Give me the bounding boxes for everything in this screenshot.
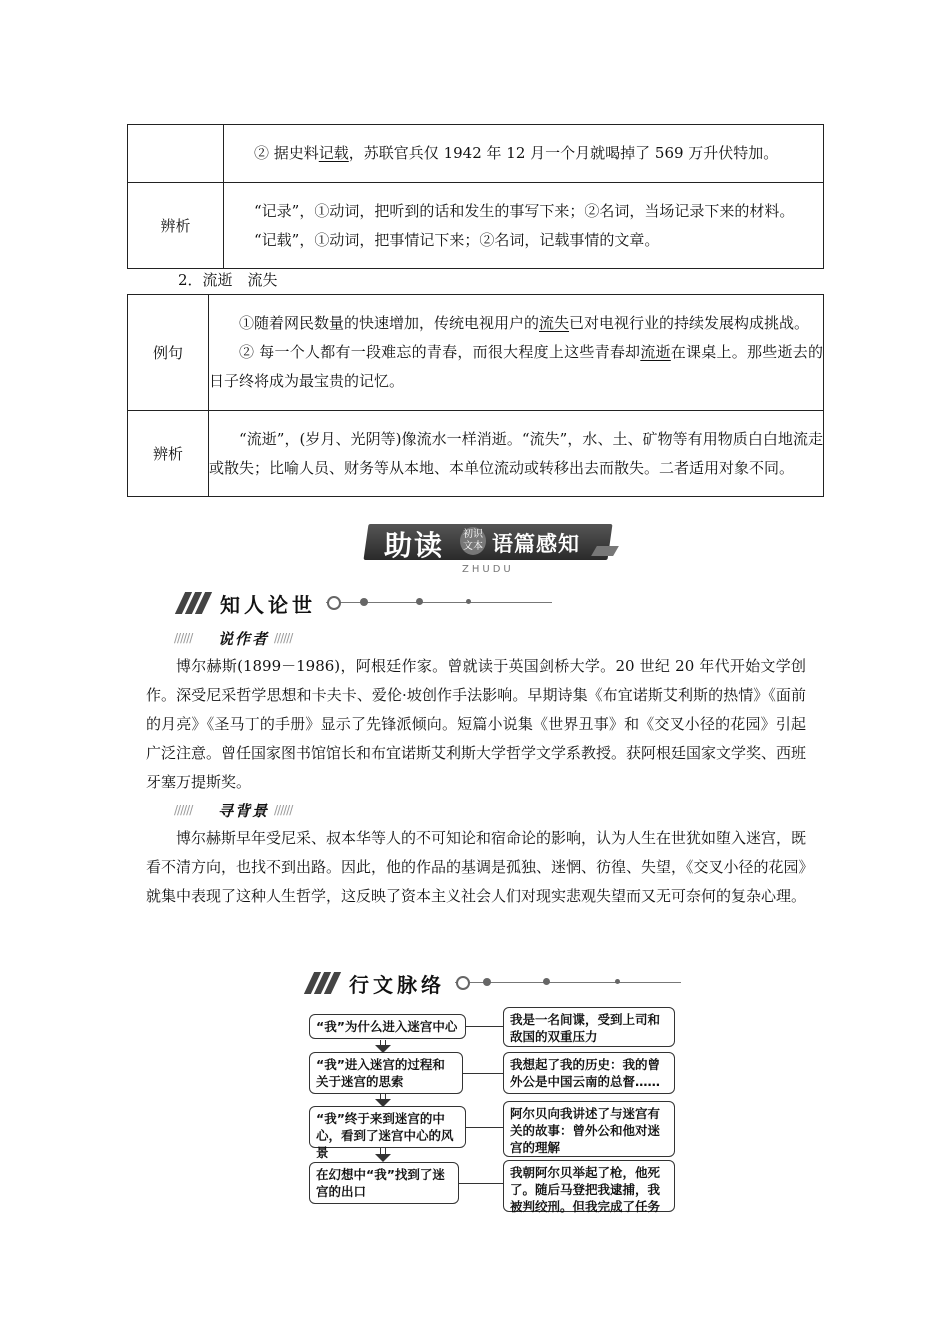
dot-icon <box>543 978 550 985</box>
table1-label-cell-empty <box>128 125 224 183</box>
flow-right-box-4: 我朝阿尔贝举起了枪，他死了。随后马登把我逮捕，我被判绞刑。但我完成了任务 <box>503 1160 675 1212</box>
section-title: 知人论世 <box>220 593 316 617</box>
subheader-author: ////// 说作者 ////// <box>174 630 293 648</box>
dot-icon <box>483 978 491 986</box>
flow-connector <box>466 1127 503 1128</box>
section-header-flow <box>303 968 683 998</box>
dot-icon <box>360 598 368 606</box>
table2-analysis-label: 辨析 <box>128 411 209 497</box>
word-compare-table-2 <box>127 294 824 497</box>
stripes-icon <box>303 972 345 994</box>
flow-left-box-3: “我”终于来到迷宫的中心，看到了迷宫中心的风景 <box>309 1106 466 1148</box>
down-arrow-icon <box>378 1040 388 1052</box>
flow-right-box-3: 阿尔贝向我讲述了与迷宫有关的故事：曾外公和他对迷宫的理解 <box>503 1101 675 1157</box>
dot-icon <box>615 979 620 984</box>
flow-connector <box>463 1073 503 1074</box>
table1-analysis-label: 辨析 <box>128 183 224 269</box>
banner-main-title: 助读 <box>384 529 445 562</box>
banner-pinyin: ZHUDU <box>462 564 514 575</box>
flow-connector <box>459 1183 503 1184</box>
dot-icon <box>327 596 341 610</box>
table2-example-cell: ①随着网民数量的快速增加，传统电视用户的流失已对电视行业的持续发展构成挑战。 ② 每一个人都有一段难忘的青春，而很大程度上这些青春却流逝在课桌上。那些逝去的日子终将成为最宝贵的记忆。 <box>209 295 824 411</box>
flow-left-box-2: “我”进入迷宫的过程和关于迷宫的思索 <box>309 1052 463 1094</box>
flow-left-box-4: 在幻想中“我”找到了迷宫的出口 <box>309 1162 459 1204</box>
word-compare-table-1 <box>127 124 824 269</box>
table1-analysis-cell: “记录”，①动词，把听到的话和发生的事写下来；②名词，当场记录下来的材料。 “记载”，①动词，把事情记下来；②名词，记载事情的文章。 <box>224 183 824 269</box>
subheader-background: ////// 寻背景 ////// <box>174 802 293 820</box>
banner-sub-badge: 初识文本 <box>460 527 486 555</box>
underlined-word: 记载 <box>318 144 349 162</box>
author-paragraph: 博尔赫斯(1899－1986)，阿根廷作家。曾就读于英国剑桥大学。20 世纪 20 年代开始文学创作。深受尼采哲学思想和卡夫卡、爱伦·坡创作手法影响。早期诗集《布宜诺斯艾利斯的热情》《面前的月亮》《圣马丁的手册》显示了先锋派倾向。短篇小说集《世界丑事》和《交叉小径的花园》引起广泛注意。曾任国家图书馆馆长和布宜诺斯艾利斯大学哲学文学系教授。获阿根廷国家文学奖、西班牙塞万提斯奖。 <box>146 657 807 791</box>
flow-left-box-1: “我”为什么进入迷宫中心 <box>309 1014 466 1039</box>
subheader-title: 寻背景 <box>218 802 270 820</box>
stripes-icon <box>174 592 216 614</box>
subheader-title: 说作者 <box>218 630 270 648</box>
banner-pin-decoration <box>591 546 619 556</box>
dot-icon <box>466 599 471 604</box>
background-paragraph: 博尔赫斯早年受尼采、叔本华等人的不可知论和宿命论的影响，认为人生在世犹如堕入迷宫，既看不清方向，也找不到出路。因此，他的作品的基调是孤独、迷惘、彷徨、失望，《交叉小径的花园》就集中表现了这种人生哲学，这反映了资本主义社会人们对现实悲观失望而又无可奈何的复杂心理。 <box>146 829 807 905</box>
section-title: 行文脉络 <box>349 973 445 997</box>
table2-example-label: 例句 <box>128 295 209 411</box>
down-arrow-icon <box>378 1094 388 1106</box>
banner-right-title: 语篇感知 <box>492 532 580 556</box>
section-banner <box>362 520 618 578</box>
flow-right-box-2: 我想起了我的历史：我的曾外公是中国云南的总督…… <box>503 1052 675 1094</box>
flow-connector <box>466 1026 503 1027</box>
dot-icon <box>416 598 423 605</box>
table2-analysis-cell: “流逝”，(岁月、光阴等)像流水一样消逝。“流失”，水、土、矿物等有用物质白白地流走或散失；比喻人员、财务等从本地、本单位流动或转移出去而散失。二者适用对象不同。 <box>209 411 824 497</box>
subsection-heading: 2．流逝 流失 <box>178 271 278 289</box>
down-arrow-icon <box>378 1148 388 1162</box>
table1-example-cell: ② 据史料记载，苏联官兵仅 1942 年 12 月一个月就喝掉了 569 万升伏特加。 <box>224 125 824 183</box>
section-header-author <box>174 588 554 618</box>
flow-right-box-1: 我是一名间谍，受到上司和敌国的双重压力 <box>503 1007 675 1047</box>
dot-icon <box>456 976 470 990</box>
